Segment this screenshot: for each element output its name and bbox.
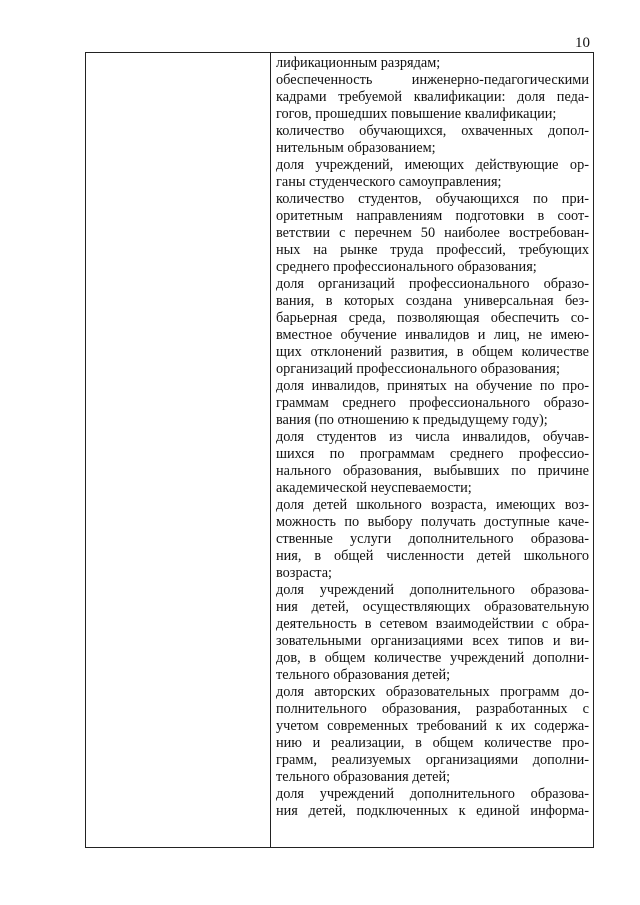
text-line: щих отклонений развития, в общем количестве	[276, 344, 589, 360]
text-line: доля детей школьного возраста, имеющих воз-	[276, 497, 589, 513]
text-line: шихся по программам среднего профессио-	[276, 446, 589, 462]
text-line: тельного образования детей;	[276, 769, 451, 785]
text-line: доля учреждений дополнительного образова-	[276, 786, 589, 802]
text-line: вместное обучение инвалидов и лиц, не имею-	[276, 327, 589, 343]
text-line: дов, в общем количестве учреждений дополни-	[276, 650, 589, 666]
text-line: ния детей, подключенных к единой информа-	[276, 803, 589, 819]
text-line: тельного образования детей;	[276, 667, 451, 683]
text-line: ганы студенческого самоуправления;	[276, 174, 502, 190]
text-line: учетом современных требований к их содержа-	[276, 718, 589, 734]
text-line: деятельность в сетевом взаимодействии с обра-	[276, 616, 589, 632]
text-line: ственные услуги дополнительного образова-	[276, 531, 589, 547]
text-line: нального образования, выбывших по причине	[276, 463, 589, 479]
text-line: обеспеченность инженерно-педагогическими	[276, 72, 589, 88]
document-table	[85, 52, 594, 848]
text-line: возраста;	[276, 565, 333, 581]
text-line: оритетным направлениям подготовки в соот-	[276, 208, 589, 224]
text-line: нительным образованием;	[276, 140, 436, 156]
table-right-cell	[271, 53, 593, 847]
text-line: ных на рынке труда профессий, требующих	[276, 242, 589, 258]
text-line: нию и реализации, в общем количестве про-	[276, 735, 589, 751]
text-line: доля учреждений, имеющих действующие ор-	[276, 157, 589, 173]
text-line: академической неуспеваемости;	[276, 480, 472, 496]
text-line: барьерная среда, позволяющая обеспечить со-	[276, 310, 589, 326]
text-line: доля инвалидов, принятых на обучение по про-	[276, 378, 589, 394]
text-line: вания, в которых создана универсальная без-	[276, 293, 589, 309]
text-line: полнительного образования, разработанных с	[276, 701, 589, 717]
page-number: 10	[575, 35, 590, 51]
text-line: организаций профессионального образования;	[276, 361, 560, 377]
text-line: количество студентов, обучающихся по при-	[276, 191, 589, 207]
text-line: доля организаций профессионального образо-	[276, 276, 589, 292]
text-line: среднего профессионального образования;	[276, 259, 537, 275]
text-line: доля учреждений дополнительного образова-	[276, 582, 589, 598]
text-line: ния детей, осуществляющих образовательную	[276, 599, 589, 615]
text-line: можность по выбору получать доступные каче-	[276, 514, 589, 530]
text-line: кадрами требуемой квалификации: доля педа-	[276, 89, 589, 105]
text-line: лификационным разрядам;	[276, 55, 441, 71]
text-line: доля авторских образовательных программ до-	[276, 684, 589, 700]
text-line: ветствии с перечнем 50 наиболее востребован-	[276, 225, 589, 241]
text-line: вания (по отношению к предыдущему году);	[276, 412, 548, 428]
text-line: ния, в общей численности детей школьного	[276, 548, 589, 564]
text-line: гогов, прошедших повышение квалификации;	[276, 106, 557, 122]
table-left-cell	[86, 53, 271, 847]
text-line: грамм, реализуемых организациями дополни-	[276, 752, 589, 768]
text-line: граммам среднего профессионального образо-	[276, 395, 589, 411]
text-line: зовательными организациями всех типов и ви-	[276, 633, 589, 649]
text-line: количество обучающихся, охваченных допол-	[276, 123, 589, 139]
text-line: доля студентов из числа инвалидов, обучав-	[276, 429, 589, 445]
